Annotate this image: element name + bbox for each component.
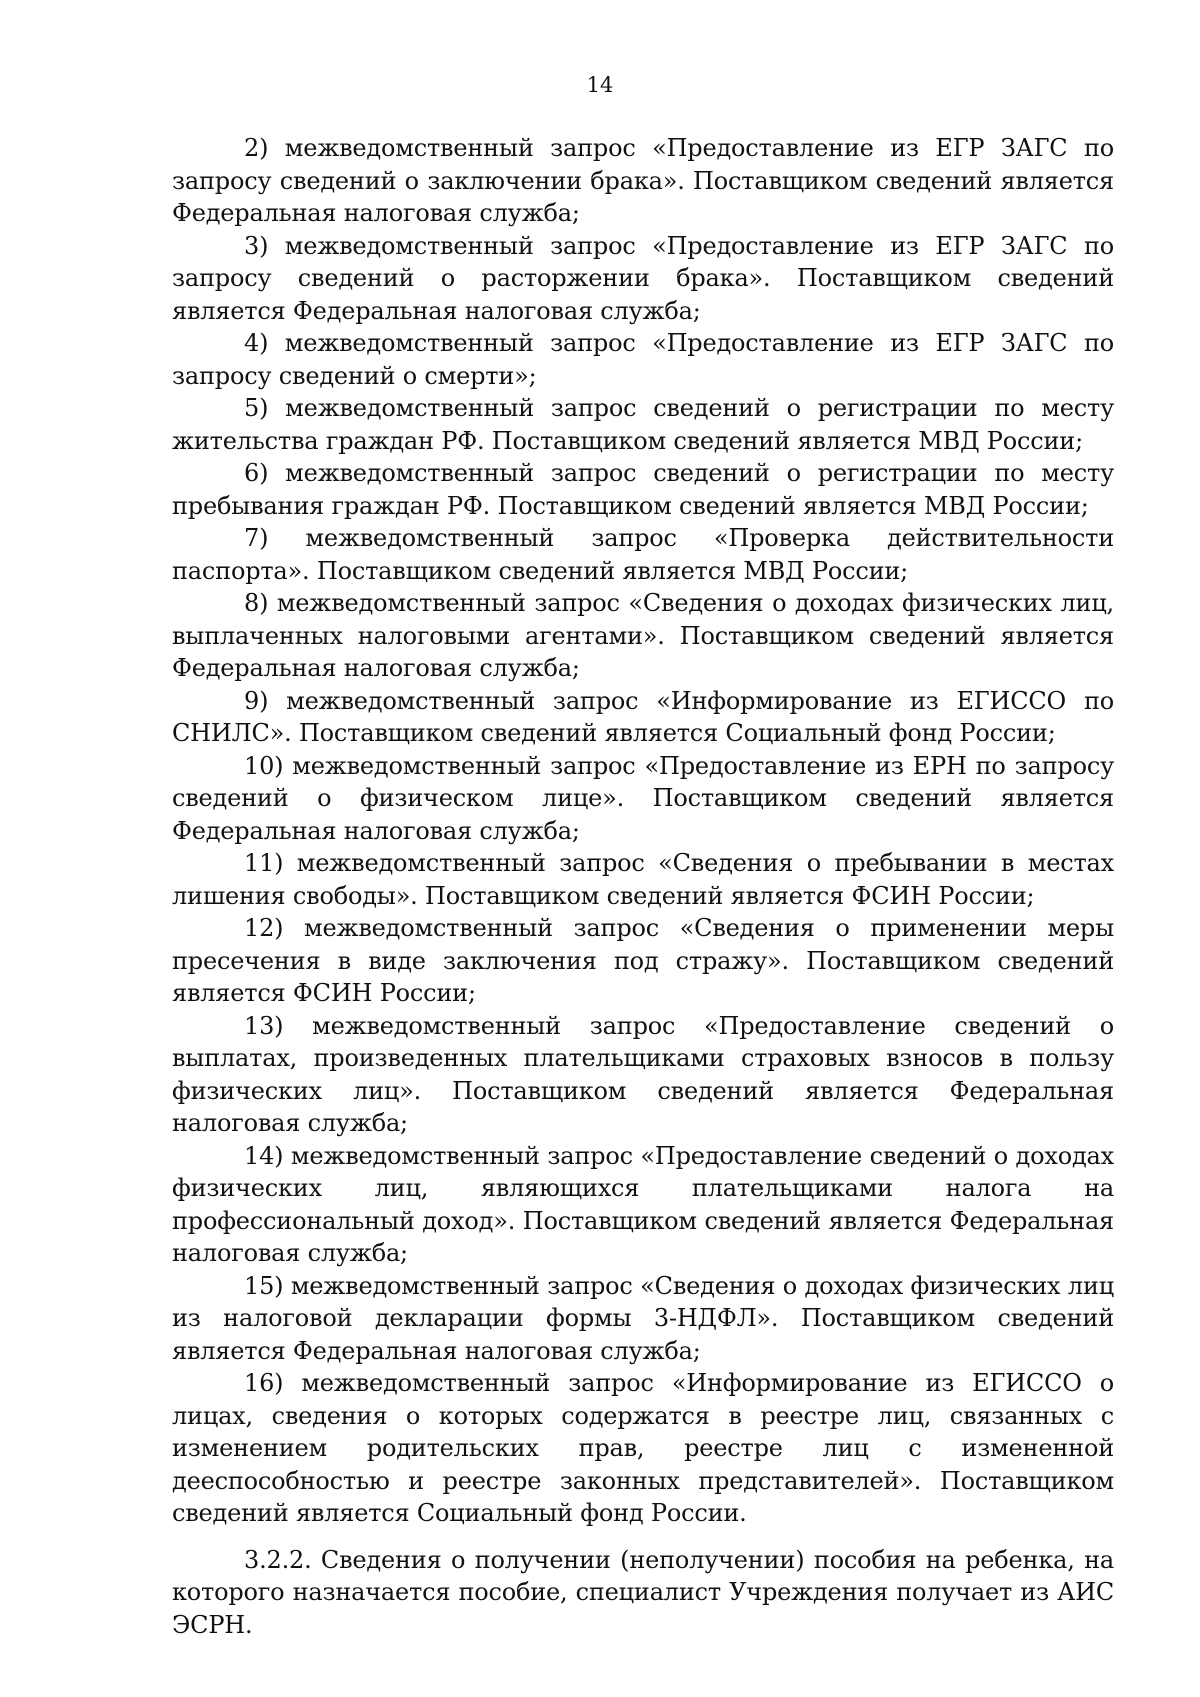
list-item: 16) межведомственный запрос «Информирование из ЕГИССО о лицах, сведения о которых содержатся в реестре лиц, связанных с изменением родительских прав, реестре лиц с измененной дееспособностью и реестре законных представителей». Поставщиком сведений является Социальный фонд России. — [172, 1369, 1114, 1527]
list-item: 4) межведомственный запрос «Предоставление из ЕГР ЗАГС по запросу сведений о смерти»; — [172, 329, 1114, 390]
list-item: 8) межведомственный запрос «Сведения о доходах физических лиц, выплаченных налоговыми агентами». Поставщиком сведений является Федеральная налоговая служба; — [172, 589, 1114, 682]
list-item: 5) межведомственный запрос сведений о регистрации по месту жительства граждан РФ. Поставщиком сведений является МВД России; — [172, 394, 1114, 455]
list-item: 2) межведомственный запрос «Предоставление из ЕГР ЗАГС по запросу сведений о заключении брака». Поставщиком сведений является Федеральная налоговая служба; — [172, 134, 1114, 227]
list-item: 6) межведомственный запрос сведений о регистрации по месту пребывания граждан РФ. Поставщиком сведений является МВД России; — [172, 459, 1114, 520]
list-item: 7) межведомственный запрос «Проверка действительности паспорта». Поставщиком сведений является МВД России; — [172, 524, 1114, 585]
list-item: 13) межведомственный запрос «Предоставление сведений о выплатах, произведенных плательщиками страховых взносов в пользу физических лиц». Поставщиком сведений является Федеральная налоговая служба; — [172, 1011, 1114, 1137]
page-number: 14 — [586, 73, 614, 97]
list-item: 15) межведомственный запрос «Сведения о доходах физических лиц из налоговой декларации формы 3-НДФЛ». Поставщиком сведений является Федеральная налоговая служба; — [172, 1271, 1114, 1365]
list-item: 9) межведомственный запрос «Информирование из ЕГИССО по СНИЛС». Поставщиком сведений является Социальный фонд России; — [172, 686, 1114, 747]
list-item: 10) межведомственный запрос «Предоставление из ЕРН по запросу сведений о физическом лице». Поставщиком сведений является Федеральная налоговая служба; — [172, 751, 1114, 845]
list-item: 14) межведомственный запрос «Предоставление сведений о доходах физических лиц, являющихся плательщиками налога на профессиональный доход». Поставщиком сведений является Федеральная налоговая служба; — [172, 1141, 1114, 1267]
closing-paragraph: 3.2.2. Сведения о получении (неполучении) пособия на ребенка, на которого назначается пособие, специалист Учреждения получает из АИС ЭСРН. — [172, 1545, 1114, 1639]
list-item: 3) межведомственный запрос «Предоставление из ЕГР ЗАГС по запросу сведений о расторжении брака». Поставщиком сведений является Федеральная налоговая служба; — [172, 231, 1114, 325]
list-item: 12) межведомственный запрос «Сведения о применении меры пресечения в виде заключения под стражу». Поставщиком сведений является ФСИН России; — [172, 914, 1114, 1007]
document-body — [172, 132, 1114, 1641]
list-item: 11) межведомственный запрос «Сведения о пребывании в местах лишения свободы». Поставщиком сведений является ФСИН России; — [172, 849, 1114, 910]
